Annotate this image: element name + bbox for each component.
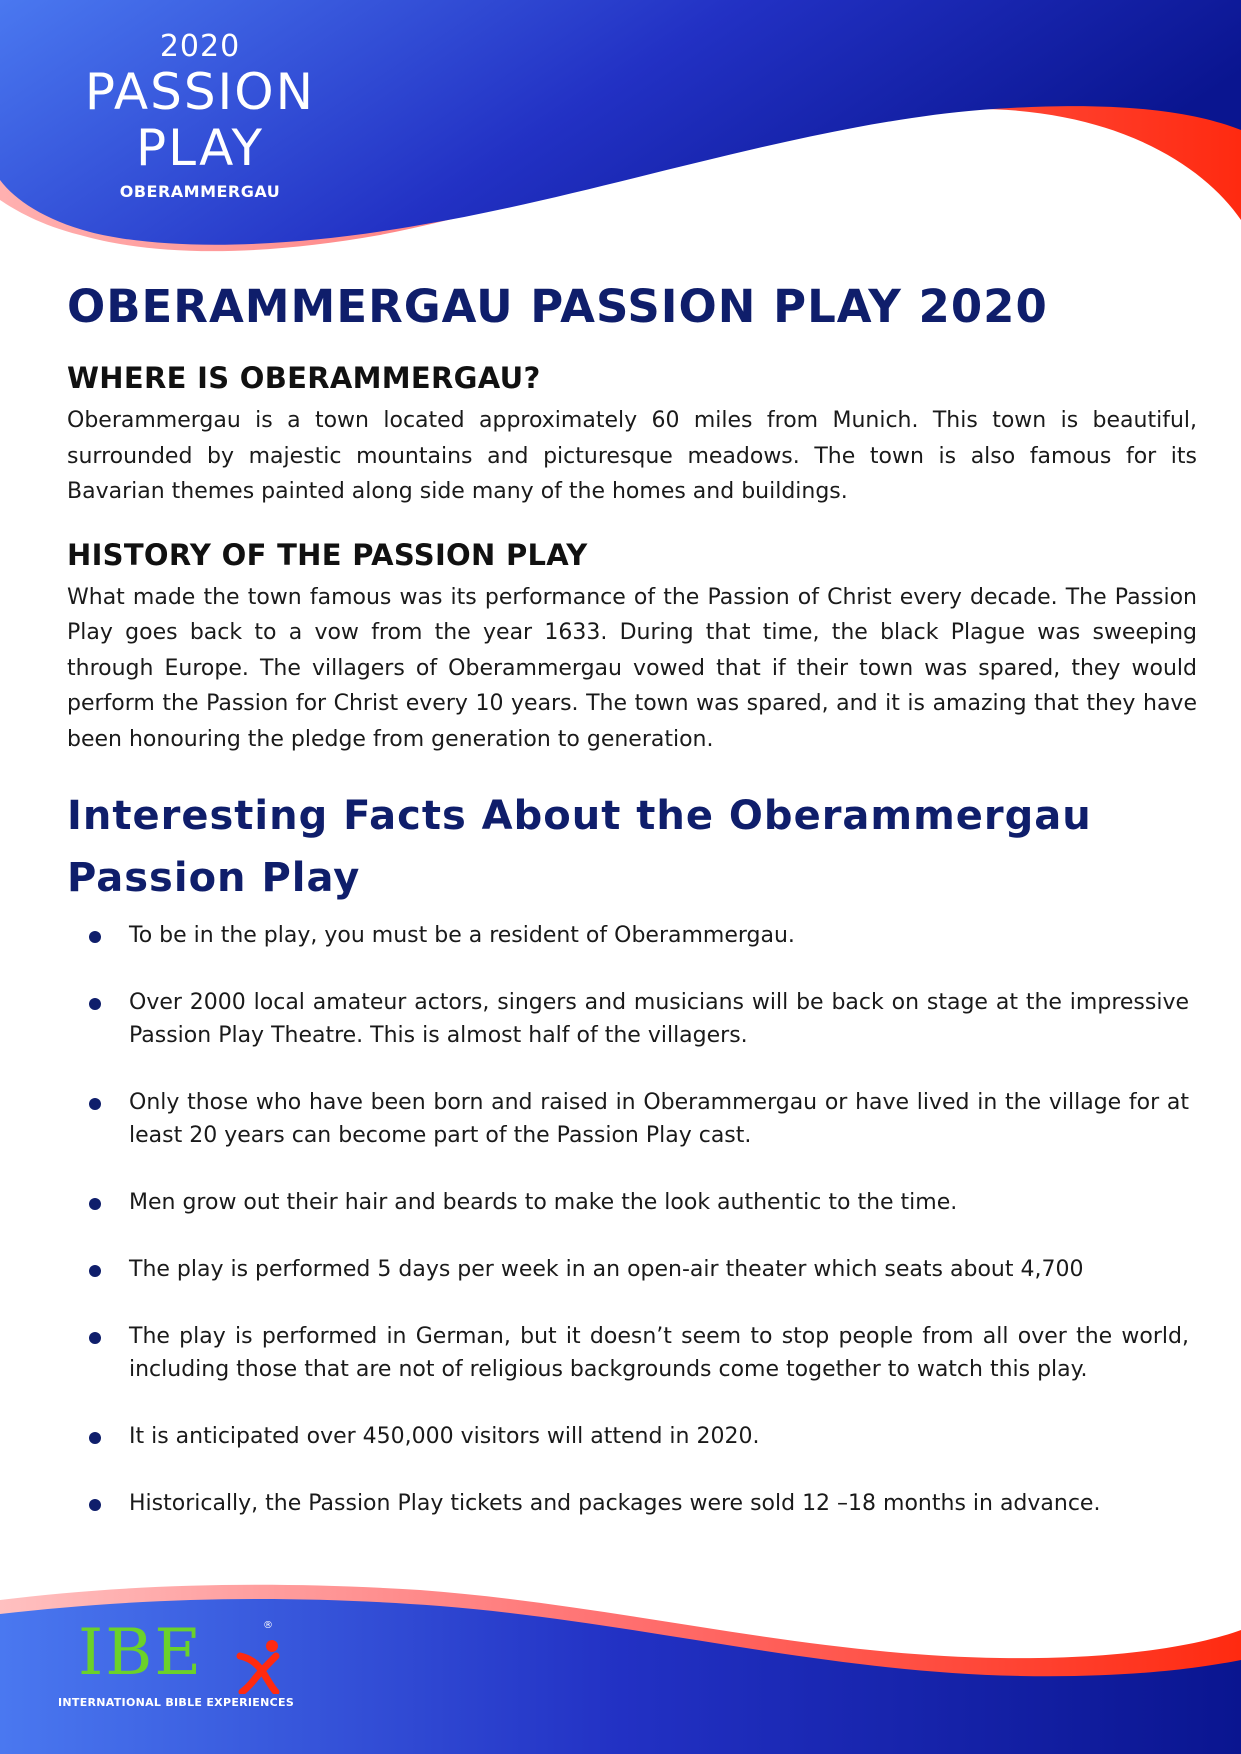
fact-text: It is anticipated over 450,000 visitors will attend in 2020. bbox=[129, 1424, 760, 1449]
bullet-icon bbox=[89, 998, 101, 1010]
fact-item bbox=[67, 1320, 1197, 1386]
logo-title-line2: PLAY bbox=[135, 119, 265, 177]
logo-subtitle: OBERAMMERGAU bbox=[119, 182, 281, 201]
logo-title-line1: PASSION bbox=[84, 63, 316, 121]
fact-text: Men grow out their hair and beards to make the look authentic to the time. bbox=[129, 1190, 958, 1215]
facts-title bbox=[67, 785, 1197, 909]
fact-item bbox=[67, 1086, 1197, 1152]
bullet-icon bbox=[89, 1198, 101, 1210]
bullet-icon bbox=[89, 931, 101, 943]
ibex-letters: IBE bbox=[78, 1616, 204, 1690]
fact-item bbox=[67, 919, 1197, 952]
fact-item bbox=[67, 1420, 1197, 1453]
fact-text: The play is performed 5 days per week in an open-air theater which seats about 4,700 bbox=[129, 1257, 1084, 1282]
ibex-tagline: INTERNATIONAL BIBLE EXPERIENCES bbox=[58, 1696, 295, 1709]
registered-mark: ® bbox=[263, 1620, 273, 1631]
bullet-icon bbox=[89, 1098, 101, 1110]
main-content bbox=[67, 268, 1197, 1554]
bullet-icon bbox=[89, 1265, 101, 1277]
fact-item bbox=[67, 1487, 1197, 1520]
facts-list bbox=[67, 919, 1197, 1520]
red-figure-x-icon bbox=[236, 1638, 284, 1694]
fact-item bbox=[67, 1253, 1197, 1286]
fact-text: Over 2000 local amateur actors, singers and musicians will be back on stage at the impressive Passion Play Theatre. This is almost half of the villagers. bbox=[129, 990, 1189, 1048]
where-heading: WHERE IS OBERAMMERGAU? bbox=[67, 361, 541, 395]
history-heading: HISTORY OF THE PASSION PLAY bbox=[67, 537, 588, 572]
fact-text: To be in the play, you must be a resident of Oberammergau. bbox=[129, 923, 795, 948]
fact-text: The play is performed in German, but it doesn’t seem to stop people from all over the world, including those that are not of religious backgrounds come together to watch this play. bbox=[129, 1324, 1189, 1382]
facts-title-line1: Interesting Facts About the Oberammergau bbox=[67, 793, 1092, 839]
where-paragraph: Oberammergau is a town located approximately 60 miles from Munich. This town is beautiful, surrounded by majestic mountains and picturesque meadows. The town is also famous for its Bavarian themes painted along side many of the homes and buildings. bbox=[67, 408, 1197, 504]
bullet-icon bbox=[89, 1499, 101, 1511]
ibex-logo bbox=[58, 1618, 298, 1709]
history-paragraph: What made the town famous was its performance of the Passion of Christ every decade. The Passion Play goes back to a vow from the year 1633. During that time, the black Plague was sweeping through Europe. The villagers of Oberammergau vowed that if their town was spared, they would perform the Passion for Christ every 10 years. The town was spared, and it is amazing that they have been honouring the pledge from generation to generation. bbox=[67, 584, 1197, 752]
bullet-icon bbox=[89, 1432, 101, 1444]
bullet-icon bbox=[89, 1332, 101, 1344]
ibex-logo-mark bbox=[58, 1618, 298, 1688]
logo-year: 2020 bbox=[159, 29, 241, 64]
fact-text: Only those who have been born and raised in Oberammergau or have lived in the village for at least 20 years can become part of the Passion Play cast. bbox=[129, 1090, 1189, 1148]
page-title: OBERAMMERGAU PASSION PLAY 2020 bbox=[67, 280, 1048, 333]
fact-item bbox=[67, 1186, 1197, 1219]
fact-item bbox=[67, 986, 1197, 1052]
passion-play-logo bbox=[60, 30, 340, 201]
facts-title-line2: Passion Play bbox=[67, 855, 361, 901]
fact-text: Historically, the Passion Play tickets and packages were sold 12 –18 months in advance. bbox=[129, 1491, 1101, 1516]
